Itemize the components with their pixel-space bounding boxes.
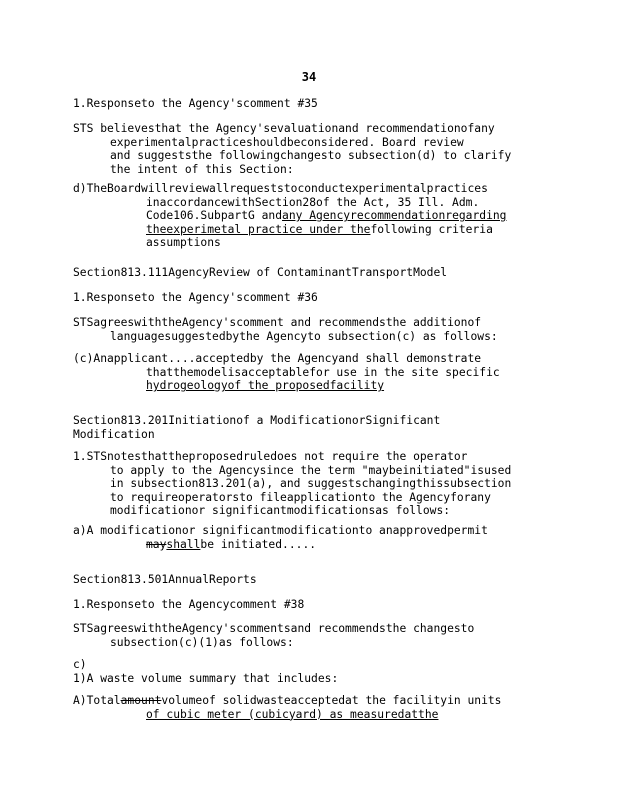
text-segment: 1)A waste volume summary that includes: bbox=[73, 671, 339, 685]
text-segment: modificationor significantmodificationsas follows: bbox=[110, 504, 451, 518]
paragraph bbox=[73, 524, 573, 551]
text-line bbox=[73, 477, 573, 491]
page-number: 34 bbox=[301, 70, 317, 84]
text-line bbox=[73, 352, 573, 366]
text-line bbox=[73, 316, 573, 330]
text-segment: the intent of this Section: bbox=[110, 162, 294, 176]
text-line bbox=[73, 491, 573, 505]
paragraph bbox=[73, 694, 573, 721]
text-segment: be initiated..... bbox=[200, 537, 317, 551]
text-line bbox=[73, 149, 573, 163]
paragraph bbox=[73, 450, 573, 518]
text-line bbox=[73, 636, 573, 650]
text-line bbox=[73, 182, 573, 196]
text-line bbox=[73, 196, 573, 210]
text-line bbox=[73, 291, 573, 305]
text-segment: languagesuggestedbythe Agencyto subsection(c) as follows: bbox=[110, 329, 498, 343]
text-line bbox=[73, 708, 573, 722]
text-segment: in subsection813.201(a), and suggestschangingthissubsection bbox=[110, 477, 512, 491]
text-segment: experimentalpracticeshouldbeconsidered. Board review bbox=[110, 135, 464, 149]
text-segment: 1.STSnotesthattheproposedruledoes not require the operator bbox=[73, 450, 468, 463]
paragraph bbox=[73, 598, 573, 612]
text-line bbox=[73, 366, 573, 380]
text-segment: Section813.201Initiationof a ModificationorSignificant bbox=[73, 414, 441, 427]
paragraph bbox=[73, 97, 573, 111]
text-line bbox=[73, 504, 573, 518]
paragraph bbox=[73, 414, 573, 441]
text-line bbox=[73, 428, 573, 442]
underlined-insertion: shall bbox=[166, 537, 201, 551]
text-segment: 1.Responseto the Agencycomment #38 bbox=[73, 598, 305, 611]
text-segment: STSagreeswiththeAgency'scommentsand recommendsthe changesto bbox=[73, 622, 475, 635]
struck-deletion: may bbox=[146, 537, 167, 551]
underlined-insertion: hydrogeologyof the proposedfacility bbox=[146, 379, 385, 393]
text-segment: to requireoperatorsto fileapplicationto the Agencyforany bbox=[110, 490, 491, 504]
text-segment: Modification bbox=[73, 427, 155, 441]
text-line bbox=[73, 209, 573, 223]
text-segment: (c)Anapplicant....acceptedby the Agencyand shall demonstrate bbox=[73, 352, 482, 365]
paragraph bbox=[73, 658, 573, 685]
underlined-insertion: theexperimetal practice under the bbox=[146, 222, 371, 236]
text-line bbox=[73, 266, 573, 280]
text-line bbox=[73, 414, 573, 428]
underlined-insertion: any Agencyrecommendationregarding bbox=[282, 209, 507, 223]
text-line bbox=[73, 694, 573, 708]
underlined-insertion: of cubic meter (cubicyard) as measuredatthe bbox=[146, 707, 439, 721]
text-segment: A)Total bbox=[73, 694, 121, 707]
text-line bbox=[73, 236, 573, 250]
text-segment: following criteria bbox=[370, 222, 493, 236]
text-line bbox=[73, 598, 573, 612]
text-segment: assumptions bbox=[146, 236, 221, 250]
text-line bbox=[73, 464, 573, 478]
text-segment: d)TheBoardwillreviewallrequeststoconductexperimentalpractices bbox=[73, 182, 488, 195]
text-line bbox=[73, 672, 573, 686]
text-line bbox=[73, 122, 573, 136]
paragraph bbox=[73, 316, 573, 343]
text-line bbox=[73, 136, 573, 150]
paragraph bbox=[73, 291, 573, 305]
text-segment: c) bbox=[73, 658, 87, 671]
paragraph bbox=[73, 622, 573, 649]
text-line bbox=[73, 330, 573, 344]
text-segment: to apply to the Agencysince the term "maybeinitiated"isused bbox=[110, 463, 512, 477]
paragraph bbox=[73, 122, 573, 176]
text-segment: STS believesthat the Agency'sevaluationand recommendationofany bbox=[73, 122, 495, 135]
text-segment: 1.Responseto the Agency'scomment #36 bbox=[73, 291, 318, 304]
text-line bbox=[73, 163, 573, 177]
text-line bbox=[73, 573, 573, 587]
paragraph bbox=[73, 182, 573, 250]
text-segment: a)A modificationor significantmodificationto anapprovedpermit bbox=[73, 524, 488, 537]
text-segment: 1.Responseto the Agency'scomment #35 bbox=[73, 97, 318, 110]
struck-deletion: amount bbox=[120, 694, 162, 707]
text-line bbox=[73, 538, 573, 552]
text-line bbox=[73, 379, 573, 393]
text-segment: Section813.501AnnualReports bbox=[73, 573, 257, 586]
text-segment: inaccordancewithSection28of the Act, 35 Ill. Adm. bbox=[146, 195, 480, 209]
text-segment: Code106.SubpartG and bbox=[146, 209, 283, 223]
text-line bbox=[73, 622, 573, 636]
text-line bbox=[73, 524, 573, 538]
text-segment: Section813.111AgencyReview of ContaminantTransportModel bbox=[73, 266, 448, 279]
text-segment: and suggeststhe followingchangesto subsection(d) to clarify bbox=[110, 149, 512, 163]
text-segment: subsection(c)(1)as follows: bbox=[110, 635, 294, 649]
paragraph bbox=[73, 266, 573, 280]
text-line bbox=[73, 450, 573, 464]
text-segment: thatthemodelisacceptablefor use in the site specific bbox=[146, 365, 500, 379]
text-segment: volumeof solidwasteacceptedat the facilityin units bbox=[161, 694, 502, 707]
text-line bbox=[73, 97, 573, 111]
text-line bbox=[73, 223, 573, 237]
text-line bbox=[73, 658, 573, 672]
paragraph bbox=[73, 352, 573, 393]
text-segment: STSagreeswiththeAgency'scomment and recommendsthe additionof bbox=[73, 316, 482, 329]
paragraph bbox=[73, 573, 573, 587]
